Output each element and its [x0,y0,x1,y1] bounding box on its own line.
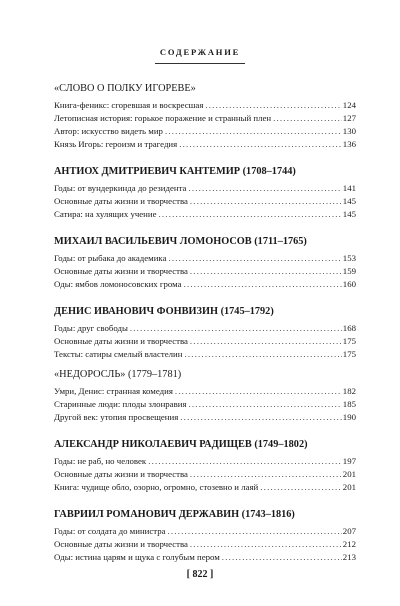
dot-leader [165,125,342,138]
toc-section [54,368,356,424]
dot-leader [159,208,342,221]
toc-section [54,508,356,564]
dot-leader [148,455,342,468]
entry-title: Старинные люди: плоды злонравия [54,399,187,409]
entry-page-number: 141 [342,183,356,193]
entry-page-number: 201 [342,469,356,479]
dot-leader [184,278,342,291]
entry-page-number: 185 [342,399,356,409]
toc-entry[interactable] [54,265,356,278]
entry-title: Другой век: утопия просвещения [54,412,179,422]
entry-title: Основные даты жизни и творчества [54,196,188,206]
entry-page-number: 213 [342,552,356,562]
toc-entry[interactable] [54,278,356,291]
toc-entry[interactable] [54,112,356,125]
entry-page-number: 190 [342,412,356,422]
entry-page-number: 168 [342,323,356,333]
section-title[interactable]: «СЛОВО О ПОЛКУ ИГОРЕВЕ» [54,83,196,94]
dot-leader [175,385,342,398]
dot-leader [168,525,342,538]
entry-title: Летописная история: горькое поражение и странный плен [54,113,272,123]
entry-title: Князь Игорь: героизм и трагедия [54,139,178,149]
dot-leader [180,411,342,424]
dot-leader [190,538,342,551]
entry-page-number: 175 [342,336,356,346]
section-title[interactable]: ГАВРИИЛ РОМАНОВИЧ ДЕРЖАВИН (1743–1816) [54,509,295,520]
header-rule [155,63,245,64]
toc-entry[interactable] [54,411,356,424]
toc-entry[interactable] [54,348,356,361]
entry-page-number: 175 [342,349,356,359]
entry-title: Автор: искусство видеть мир [54,126,163,136]
toc-section [54,305,356,361]
dot-leader [184,348,341,361]
section-title[interactable]: МИХАИЛ ВАСИЛЬЕВИЧ ЛОМОНОСОВ (1711–1765) [54,236,307,247]
toc-section [54,235,356,291]
dot-leader [168,252,341,265]
section-spacer [54,424,356,438]
entry-title: Годы: от вундеркинда до резидента [54,183,187,193]
entry-title: Умри, Денис: странная комедия [54,386,173,396]
dot-leader [273,112,342,125]
toc-entry[interactable] [54,195,356,208]
toc-section [54,438,356,494]
toc-entry[interactable] [54,125,356,138]
toc-entry[interactable] [54,182,356,195]
toc-entry[interactable] [54,525,356,538]
section-spacer [54,361,356,368]
entry-title: Основные даты жизни и творчества [54,469,188,479]
toc-entry[interactable] [54,551,356,564]
dot-leader [188,182,341,195]
dot-leader [190,468,342,481]
entry-page-number: 160 [342,279,356,289]
entry-page-number: 127 [342,113,356,123]
section-spacer [54,151,356,165]
toc-entry[interactable] [54,468,356,481]
dot-leader [222,551,342,564]
dot-leader [190,195,342,208]
entry-title: Тексты: сатиры смелый властелин [54,349,183,359]
toc-entry[interactable] [54,99,356,112]
entry-title: Годы: не раб, но человек [54,456,147,466]
toc-entry[interactable] [54,385,356,398]
entry-title: Годы: от солдата до министра [54,526,166,536]
entry-page-number: 207 [342,526,356,536]
dot-leader [260,481,342,494]
toc-entry[interactable] [54,322,356,335]
section-title[interactable]: ДЕНИС ИВАНОВИЧ ФОНВИЗИН (1745–1792) [54,306,274,317]
entry-page-number: 197 [342,456,356,466]
toc-entry[interactable] [54,481,356,494]
entry-page-number: 201 [342,482,356,492]
entry-page-number: 124 [342,100,356,110]
section-spacer [54,494,356,508]
toc-section [54,82,356,151]
entry-title: Книга-феникс: сгоревшая и воскресшая [54,100,204,110]
toc-section [54,165,356,221]
section-spacer [54,291,356,305]
entry-page-number: 130 [342,126,356,136]
entry-page-number: 182 [342,386,356,396]
page-title: СОДЕРЖАНИЕ [159,47,241,57]
entry-page-number: 212 [342,539,356,549]
section-title[interactable]: «НЕДОРОСЛЬ» (1779–1781) [54,369,182,380]
entry-title: Оды: ямбов ломоносовских грома [54,279,182,289]
toc-entry[interactable] [54,398,356,411]
entry-title: Основные даты жизни и творчества [54,539,188,549]
entry-title: Сатира: на хулящих учение [54,209,157,219]
table-of-contents [54,82,356,564]
entry-title: Годы: от рыбака до академика [54,253,167,263]
entry-page-number: 145 [342,209,356,219]
toc-entry[interactable] [54,455,356,468]
running-header [0,42,400,64]
entry-page-number: 153 [342,253,356,263]
dot-leader [190,335,342,348]
toc-entry[interactable] [54,252,356,265]
entry-title: Основные даты жизни и творчества [54,266,188,276]
section-title[interactable]: АЛЕКСАНДР НИКОЛАЕВИЧ РАДИЩЕВ (1749–1802) [54,439,308,450]
dot-leader [130,322,342,335]
entry-title: Оды: истина царям и щука с голубым пером [54,552,220,562]
entry-title: Книга: чудище обло, озорно, огромно, стозевно и лаяй [54,482,259,492]
toc-entry[interactable] [54,138,356,151]
section-spacer [54,221,356,235]
entry-title: Основные даты жизни и творчества [54,336,188,346]
entry-page-number: 159 [342,266,356,276]
dot-leader [205,99,341,112]
entry-page-number: 136 [342,139,356,149]
toc-entry[interactable] [54,335,356,348]
dot-leader [190,265,342,278]
entry-title: Годы: друг свободы [54,323,128,333]
entry-page-number: 145 [342,196,356,206]
dot-leader [189,398,342,411]
dot-leader [179,138,342,151]
toc-entry[interactable] [54,538,356,551]
toc-entry[interactable] [54,208,356,221]
section-title[interactable]: АНТИОХ ДМИТРИЕВИЧ КАНТЕМИР (1708–1744) [54,166,296,177]
page-number: [ 822 ] [186,569,214,580]
